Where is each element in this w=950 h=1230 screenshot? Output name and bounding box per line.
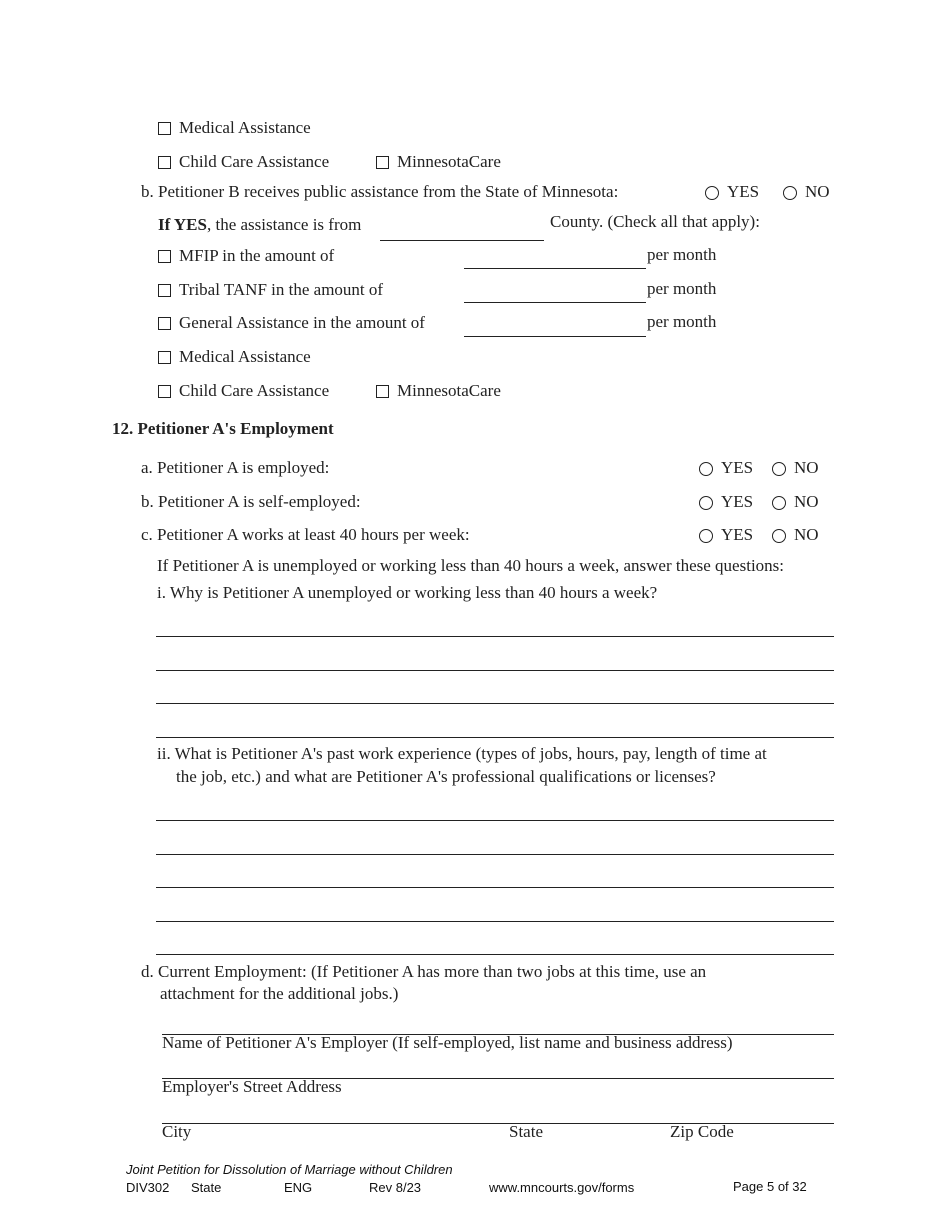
footer-revision: Rev 8/23 — [369, 1180, 422, 1195]
zip-code-label: Zip Code — [670, 1122, 734, 1141]
general-assistance-checkbox[interactable] — [158, 317, 171, 330]
employed-yes-radio[interactable] — [699, 462, 713, 476]
yes-label: YES — [721, 525, 754, 544]
footer-state: State — [191, 1180, 222, 1195]
footer-form-id: DIV302 — [126, 1180, 170, 1195]
self-employed-yes-radio[interactable] — [699, 496, 713, 510]
general-assistance-amount-line[interactable] — [464, 336, 646, 337]
if-unemployed-instruction: If Petitioner A is unemployed or working less than 40 hours a week, answer these questions: — [157, 556, 784, 575]
footer-page-number: Page 5 of 32 — [733, 1179, 807, 1194]
mfip-checkbox[interactable] — [158, 250, 171, 263]
work-experience-answer-line[interactable] — [156, 954, 834, 955]
medical-assistance-label-a: Medical Assistance — [179, 118, 311, 137]
county-check-all-label: County. (Check all that apply): — [550, 212, 760, 231]
medical-assistance-label-b: Medical Assistance — [179, 347, 311, 366]
mfip-amount-line[interactable] — [464, 268, 646, 269]
minnesotacare-label-b: MinnesotaCare — [397, 381, 501, 400]
general-assistance-per-month: per month — [647, 312, 717, 331]
section-12-heading: 12. Petitioner A's Employment — [112, 419, 334, 438]
work-experience-answer-line[interactable] — [156, 854, 834, 855]
work-experience-question-line2: the job, etc.) and what are Petitioner A's professional qualifications or licenses? — [176, 767, 716, 786]
forty-hours-yes-radio[interactable] — [699, 529, 713, 543]
petitioner-b-assistance-question: b. Petitioner B receives public assistance from the State of Minnesota: — [141, 182, 619, 201]
work-experience-answer-line[interactable] — [156, 887, 834, 888]
minnesotacare-label-a: MinnesotaCare — [397, 152, 501, 171]
yes-label: YES — [721, 492, 754, 511]
child-care-label-a: Child Care Assistance — [179, 152, 330, 171]
county-input-line[interactable] — [380, 240, 544, 241]
no-label: NO — [794, 525, 819, 544]
if-yes-bold: If YES — [158, 215, 207, 234]
footer-language: ENG — [284, 1180, 313, 1195]
work-experience-answer-line[interactable] — [156, 921, 834, 922]
general-assistance-label: General Assistance in the amount of — [179, 313, 425, 332]
if-yes-county-prompt — [158, 215, 361, 235]
why-unemployed-question: i. Why is Petitioner A unemployed or working less than 40 hours a week? — [157, 583, 658, 602]
child-care-label-b: Child Care Assistance — [179, 381, 330, 400]
current-employment-question-line1: d. Current Employment: (If Petitioner A has more than two jobs at this time, use an — [141, 962, 707, 981]
self-employed-no-radio[interactable] — [772, 496, 786, 510]
yes-label: YES — [727, 182, 760, 201]
why-unemployed-answer-line[interactable] — [156, 703, 834, 704]
state-label: State — [509, 1122, 543, 1141]
minnesotacare-checkbox-a[interactable] — [376, 156, 389, 169]
yes-label: YES — [721, 458, 754, 477]
tribal-tanf-per-month: per month — [647, 279, 717, 298]
no-label: NO — [794, 492, 819, 511]
mfip-label: MFIP in the amount of — [179, 246, 335, 265]
employed-no-radio[interactable] — [772, 462, 786, 476]
if-yes-rest: , the assistance is from — [206, 215, 362, 234]
child-care-checkbox-b[interactable] — [158, 385, 171, 398]
forty-hours-question: c. Petitioner A works at least 40 hours per week: — [141, 525, 470, 544]
employer-street-label: Employer's Street Address — [162, 1077, 342, 1096]
employed-question: a. Petitioner A is employed: — [141, 458, 330, 477]
self-employed-question: b. Petitioner A is self-employed: — [141, 492, 361, 511]
city-label: City — [162, 1122, 192, 1141]
minnesotacare-checkbox-b[interactable] — [376, 385, 389, 398]
footer-url[interactable]: www.mncourts.gov/forms — [489, 1180, 635, 1195]
why-unemployed-answer-line[interactable] — [156, 670, 834, 671]
footer-form-title: Joint Petition for Dissolution of Marriage without Children — [126, 1162, 453, 1177]
work-experience-answer-line[interactable] — [156, 820, 834, 821]
tribal-tanf-checkbox[interactable] — [158, 284, 171, 297]
work-experience-question-line1: ii. What is Petitioner A's past work experience (types of jobs, hours, pay, length of time at — [157, 744, 767, 763]
petitioner-b-assistance-yes-radio[interactable] — [705, 186, 719, 200]
tribal-tanf-label: Tribal TANF in the amount of — [179, 280, 384, 299]
medical-assistance-checkbox-a[interactable] — [158, 122, 171, 135]
petitioner-b-assistance-no-radio[interactable] — [783, 186, 797, 200]
child-care-checkbox-a[interactable] — [158, 156, 171, 169]
no-label: NO — [805, 182, 830, 201]
why-unemployed-answer-line[interactable] — [156, 636, 834, 637]
tribal-tanf-amount-line[interactable] — [464, 302, 646, 303]
forty-hours-no-radio[interactable] — [772, 529, 786, 543]
why-unemployed-answer-line[interactable] — [156, 737, 834, 738]
medical-assistance-checkbox-b[interactable] — [158, 351, 171, 364]
no-label: NO — [794, 458, 819, 477]
current-employment-question-line2: attachment for the additional jobs.) — [160, 984, 399, 1003]
mfip-per-month: per month — [647, 245, 717, 264]
employer-name-label: Name of Petitioner A's Employer (If self-employed, list name and business address) — [162, 1033, 733, 1052]
